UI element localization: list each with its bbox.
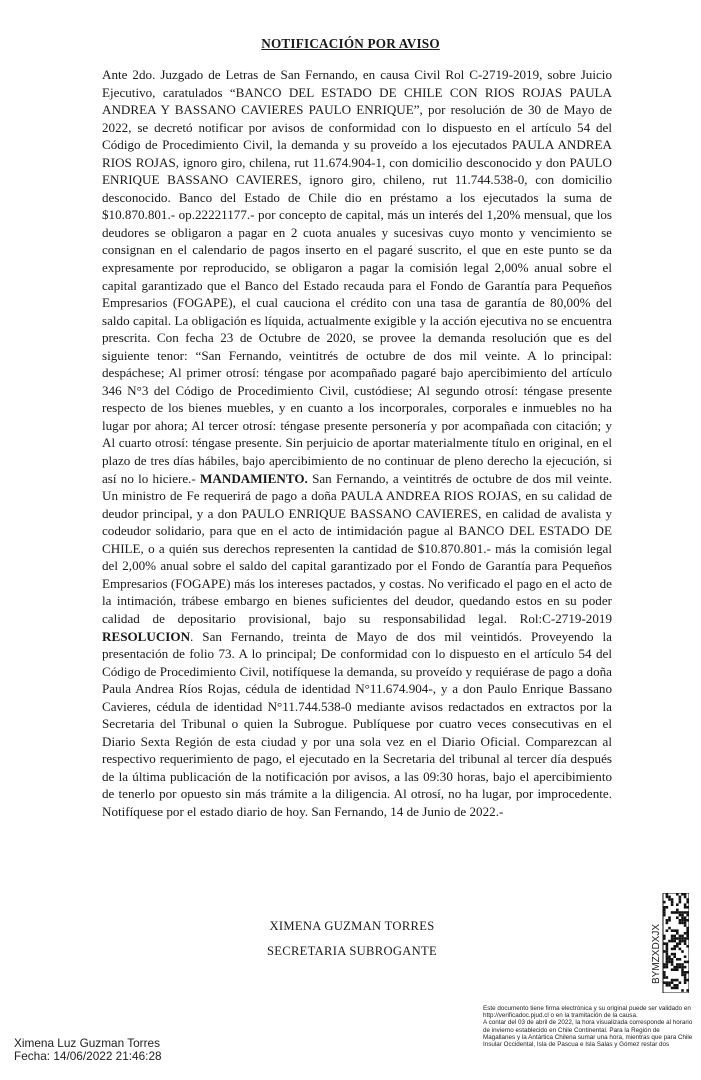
note-timezone: A contar del 03 de abril de 2022, la hora visualizada corresponde al horario de invierno establecido en Chile Continental. Para la Región de Magallanes y la Antártica Chilena sumar una hora, mientras que para Chile Insular Occidental, Isla de Pascua e Isla Salas y Gómez restar dos (483, 1019, 693, 1049)
signature-name: XIMENA GUZMAN TORRES (269, 919, 435, 933)
note-validation: Este documento tiene firma electrónica y su original puede ser validado en http://verificadoc.pjud.cl o en la tramitación de la causa. (483, 1005, 691, 1020)
document-title: NOTIFICACIÓN POR AVISO (261, 36, 440, 51)
body-part-3: . San Fernando, treinta de Mayo de dos mil veintidós. Proveyendo la presentación de folio 73. A lo principal; De conformidad con lo dispuesto en el artículo 54 del Código de Procedimiento Civil, notifíquese la demanda, su proveído y requiérase de pago a doña Paula Andrea Ríos Rojas, cédula de identidad N°11.674.904-, y a don Paulo Enrique Bassano Cavieres, cédula de identidad N°11.744.538-0 mediante avisos redactados en extractos por la Secretaria del Tribunal o quien la Subrogue. Publíquese por cuatro veces consecutivas en el Diario Sexta Región de esta ciudad y por una sola vez en el Diario Oficial. Comparezcan al respectivo requerimiento de pago, el ejecutado en la Secretaria del tribunal al tercer día después de la última publicación de la notificación por avisos, a las 09:30 horas, bajo el apercibimiento de tenerlo por opuesto sin más trámite a la diligencia. Al otrosí, no ha lugar, por improcedente. Notifíquese por el estado diario de hoy. San Fernando, 14 de Junio de 2022.- (102, 628, 612, 819)
body-part-1: Ante 2do. Juzgado de Letras de San Fernando, en causa Civil Rol C-2719-2019, sobre Juicio Ejecutivo, caratulados “BANCO DEL ESTADO DE CHILE CON RIOS ROJAS PAULA ANDREA Y BASSANO CAVIERES PAULO ENRIQUE”, por resolución de 30 de Mayo de 2022, se decretó notificar por avisos de conformidad con lo dispuesto en el artículo 54 del Código de Procedimiento Civil, la demanda y su proveído a los ejecutados PAULA ANDREA RIOS ROJAS, ignoro giro, chilena, rut 11.674.904-1, con domicilio desconocido y don PAULO ENRIQUE BASSANO CAVIERES, ignoro giro, chileno, rut 11.744.538-0, con domicilio desconocido. Banco del Estado de Chile dio en préstamo a los ejecutados la suma de $10.870.801.- op.22221177.- por concepto de capital, más un interés del 1,20% mensual, que los deudores se obligaron a pagar en 2 cuota anuales y sucesivas cuyo monto y vencimiento se consignan en el calendario de pagos inserto en el pagaré suscrito, el que en este punto se da expresamente por reproducido, se obligaron a pagar la comisión legal 2,00% anual sobre el capital garantizado que el Banco del Estado recauda para el Fondo de Garantía para Pequeños Empresarios (FOGAPE), el cual cauciona el crédito con una tasa de garantía de 80,00% del saldo capital. La obligación es líquida, actualmente exigible y la acción ejecutiva no se encuentra prescrita. Con fecha 23 de Octubre de 2020, se provee la demanda resolución que es del siguiente tenor: “San Fernando, veintitrés de octubre de dos mil veinte. A lo principal: despáchese; Al primer otrosí: téngase por acompañado pagaré bajo apercibimiento del artículo 346 N°3 del Código de Procedimiento Civil, custódiese; Al segundo otrosí: téngase presente respecto de los bienes muebles, y en cuanto a los incorporales, corporales e inmuebles no ha lugar por ahora; Al tercer otrosí: téngase presente personería y por acompañada con citación; y Al cuarto otrosí: téngase presente. Sin perjuicio de aportar materialmente título en original, en el plazo de tres días hábiles, bajo apercibimiento de no continuar de pleno derecho la ejecución, si así no lo hiciere.- (102, 67, 612, 486)
electronic-signature-note (483, 1005, 693, 1080)
resolucion-heading: RESOLUCION (102, 628, 191, 644)
mandamiento-heading: MANDAMIENTO. (200, 470, 308, 486)
notice-body (102, 66, 612, 821)
signer-block (14, 1037, 162, 1063)
signature-title: SECRETARIA SUBROGANTE (266, 944, 438, 958)
body-part-2: San Fernando, a veintitrés de octubre de dos mil veinte. Un ministro de Fe requerirá de pago a doña PAULA ANDREA RIOS ROJAS, en su calidad de deudor principal, y a don PAULO ENRIQUE BASSANO CAVIERES, en calidad de avalista y codeudor solidario, para que en el acto de intimidación pague al BANCO DEL ESTADO DE CHILE, o a quién sus derechos representen la cantidad de $10.870.801.- más la comisión legal del 2,00% anual sobre el saldo del capital garantizado por el Fondo de Garantía para Pequeños Empresarios (FOGAPE) más los intereses pactados, y costas. No verificado el pago en el acto de la intimación, trábese embargo en bienes suficientes del deudor, quedando estos en su poder calidad de depositario provisional, bajo su responsabilidad legal. Rol:C-2719-2019 (102, 470, 613, 626)
verification-code: BYMZXDXJX (651, 923, 662, 984)
signer-name: Ximena Luz Guzman Torres (14, 1036, 160, 1050)
signer-date: Fecha: 14/06/2022 21:46:28 (14, 1049, 162, 1063)
